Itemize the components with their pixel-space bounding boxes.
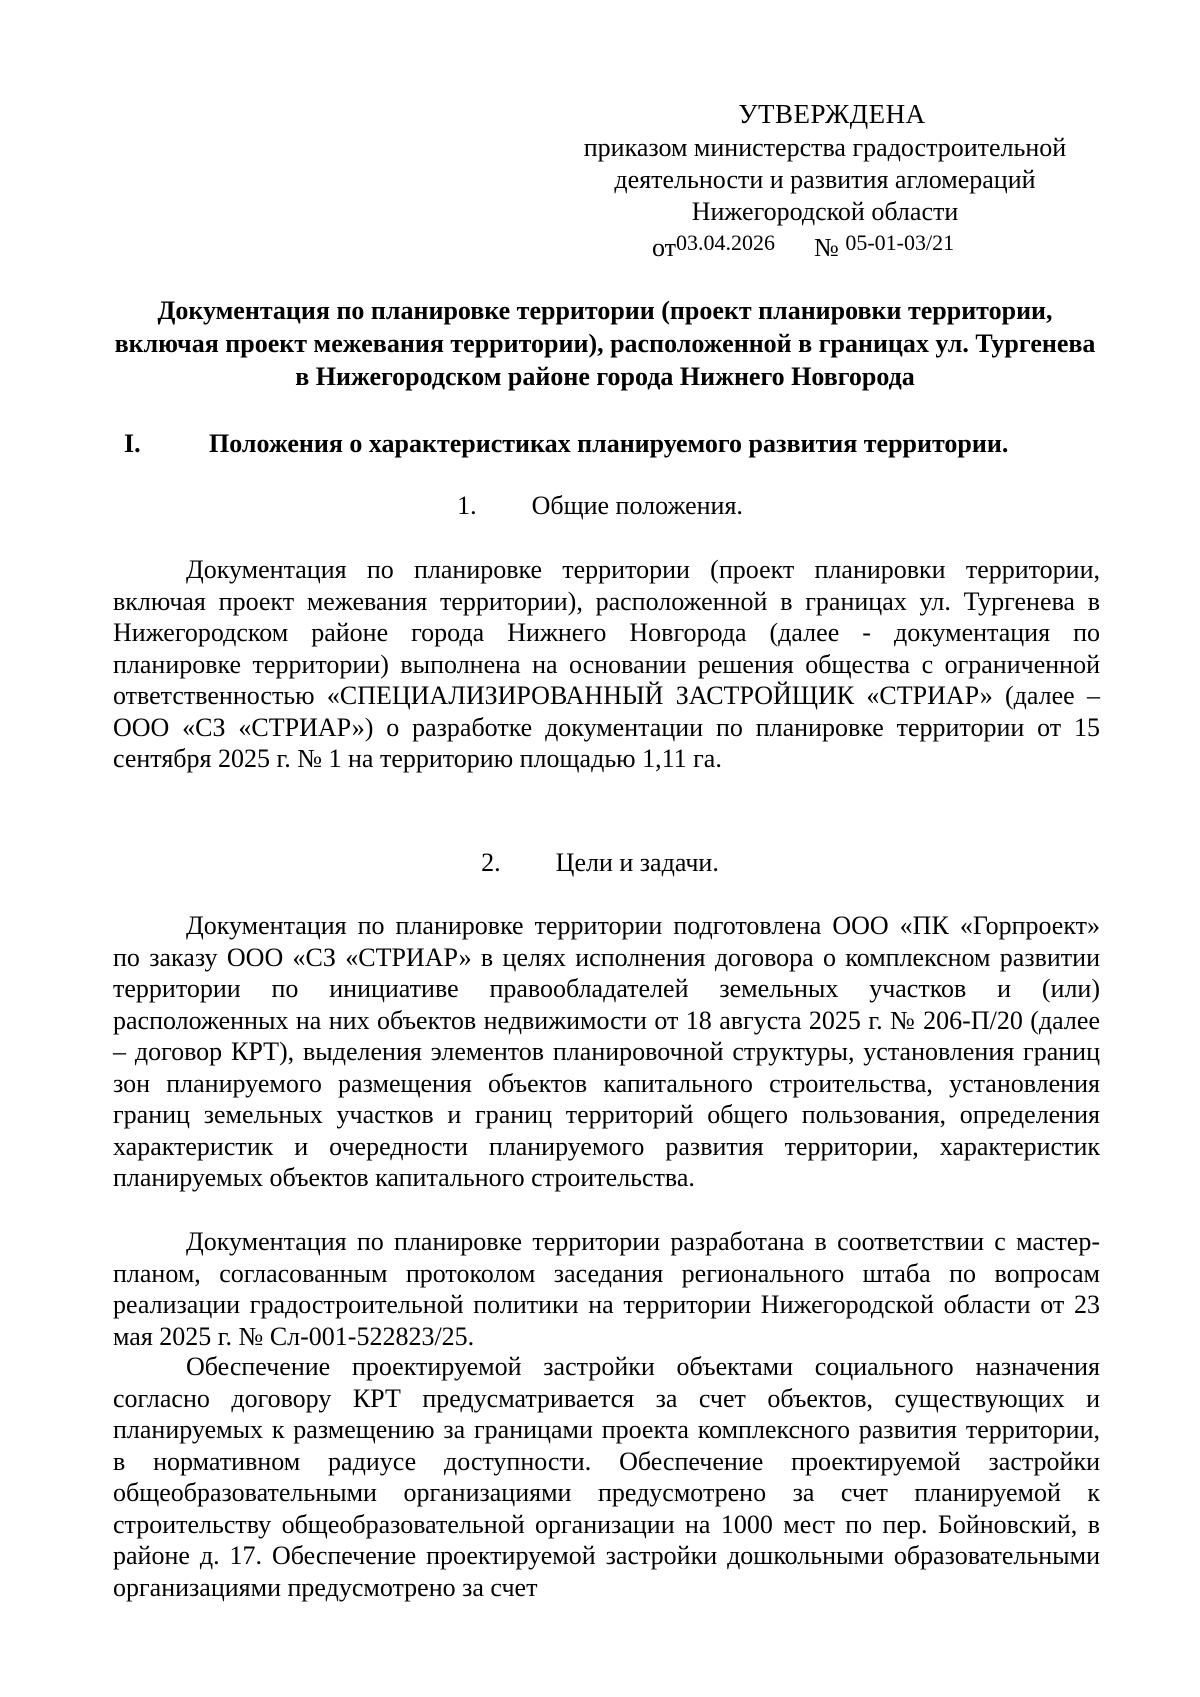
order-number: 05-01-03/21 xyxy=(845,230,955,255)
paragraph: Документация по планировке территории (проект планировки территории, включая проект межевания территории), расположенной в границах ул. Тургенева в Нижегородском районе города Нижнего Новгорода (далее - документация по планировке территории) выполнена на основании решения общества с ограниченной ответственностью «СПЕЦИАЛИЗИРОВАННЫЙ ЗАСТРОЙЩИК «СТРИАР» (далее – ООО «СЗ «СТРИАР») о разработке документации по планировке территории от 15 сентября 2025 г. № 1 на территорию площадью 1,11 га. xyxy=(113,555,1100,773)
subsection-title: Цели и задачи. xyxy=(555,848,719,877)
document-title: Документация по планировке территории (проект планировки территории, включая проект межевания территории), расположенной в границах ул. Тургенева в Нижегородском районе города Нижнего Новгорода xyxy=(114,296,1096,391)
paragraph: Обеспечение проектируемой застройки объектами социального назначения согласно договору КРТ предусматривается за счет объектов, существующих и планируемых к размещению за границами проекта комплексного развития территории, в нормативном радиусе доступности. Обеспечение проектируемой застройки общеобразовательными организациями предусмотрено за счет планируемой к строительству общеобразовательной организации на 1000 мест по пер. Бойновский, в районе д. 17. Обеспечение проектируемой застройки дошкольными образовательными организациями предусмотрено за счет xyxy=(113,1352,1100,1602)
paragraph: Документация по планировке территории разработана в соответствии с мастер-планом, согласованным протоколом заседания регионального штаба по вопросам реализации градостроительной политики на территории Нижегородской области от 23 мая 2025 г. № Сл-001-522823/25. xyxy=(113,1227,1100,1351)
subsection-number: 1. xyxy=(457,491,477,520)
subsection-number: 2. xyxy=(481,848,501,877)
paragraph: Документация по планировке территории подготовлена ООО «ПК «Горпроект» по заказу ООО «СЗ «СТРИАР» в целях исполнения договора о комплексном развитии территории по инициативе правообладателей земельных участков и (или) расположенных на них объектов недвижимости от 18 августа 2025 г. № 206-П/20 (далее – договор КРТ), выделения элементов планировочной структуры, установления границ зон планируемого размещения объектов капитального строительства, установления границ земельных участков и границ территорий общего пользования, определения характеристик и очередности планируемого развития территории, характеристик планируемых объектов капитального строительства. xyxy=(113,911,1100,1192)
approval-line: приказом министерства градостроительной xyxy=(583,133,1067,162)
number-label: № xyxy=(814,233,839,262)
section-heading xyxy=(124,428,1008,460)
approval-line: деятельности и развития агломераций xyxy=(614,165,1036,194)
order-date: 03.04.2026 xyxy=(676,230,776,255)
subsection-heading xyxy=(0,490,1200,522)
section-title: Положения о характеристиках планируемого развития территории. xyxy=(209,429,1009,458)
approval-reference xyxy=(652,228,954,261)
section-number: I. xyxy=(124,429,141,458)
approval-stamp xyxy=(540,96,1110,228)
subsection-title: Общие положения. xyxy=(531,491,743,520)
approval-line: Нижегородской области xyxy=(691,197,959,226)
approval-title: УТВЕРЖДЕНА xyxy=(738,99,926,129)
subsection-heading xyxy=(0,847,1200,879)
date-label: от xyxy=(652,233,677,262)
